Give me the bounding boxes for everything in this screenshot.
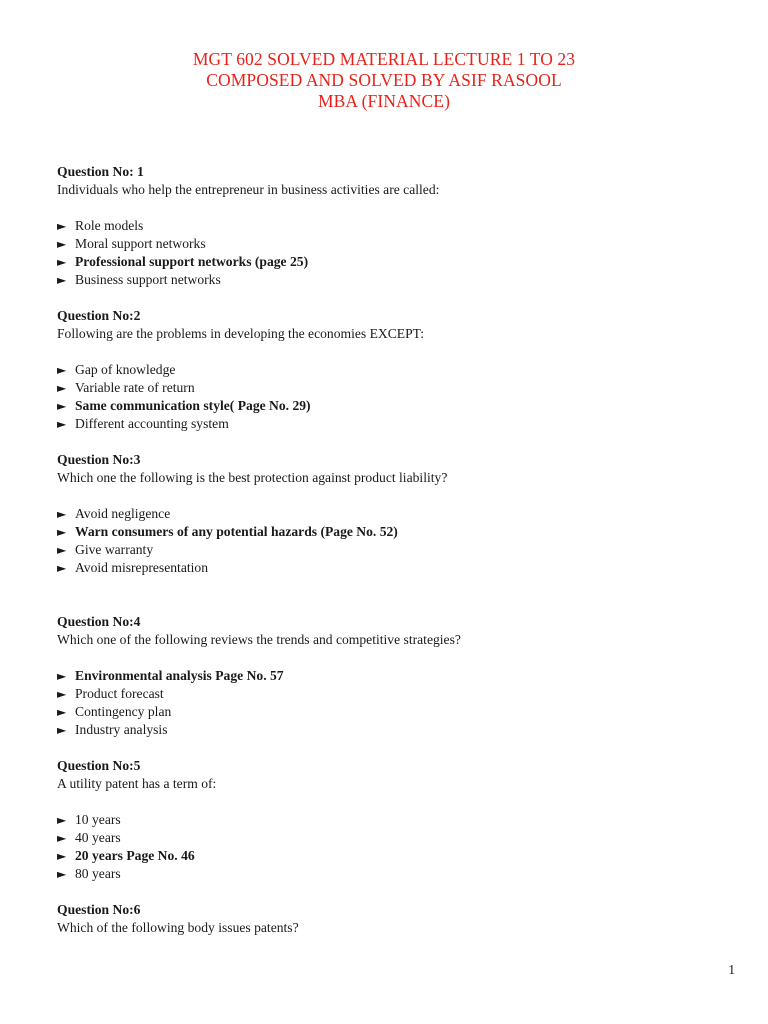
- header-author: COMPOSED AND SOLVED BY ASIF RASOOL: [206, 70, 562, 90]
- bullet-icon: ►: [57, 417, 67, 431]
- bullet-icon: ►: [57, 813, 67, 827]
- question-5: [57, 757, 717, 883]
- question-list: [57, 163, 717, 955]
- bullet-icon: ►: [57, 849, 67, 863]
- question-heading: Question No:2: [57, 308, 141, 323]
- option-label: Professional support networks (page 25): [75, 254, 309, 269]
- bullet-icon: ►: [57, 237, 67, 251]
- option-correct: [57, 253, 717, 271]
- bullet-icon: ►: [57, 687, 67, 701]
- bullet-icon: ►: [57, 255, 67, 269]
- option-list: [57, 361, 717, 433]
- option: [57, 685, 717, 703]
- question-text: Individuals who help the entrepreneur in business activities are called:: [57, 182, 440, 197]
- question-4: [57, 613, 717, 739]
- question-text: Following are the problems in developing the economies EXCEPT:: [57, 326, 425, 341]
- bullet-icon: ►: [57, 543, 67, 557]
- option: [57, 865, 717, 883]
- option-label: 20 years Page No. 46: [75, 848, 195, 863]
- question-1: [57, 163, 717, 289]
- option: [57, 415, 717, 433]
- option-label: Same communication style( Page No. 29): [75, 398, 311, 413]
- option-correct: [57, 847, 717, 865]
- option-list: [57, 667, 717, 739]
- option-list: [57, 811, 717, 883]
- option-label: 40 years: [75, 830, 121, 845]
- option: [57, 217, 717, 235]
- document-header: [0, 49, 768, 112]
- question-heading: Question No:4: [57, 614, 141, 629]
- bullet-icon: ►: [57, 507, 67, 521]
- option: [57, 271, 717, 289]
- header-degree: MBA (FINANCE): [317, 91, 451, 111]
- question-text: Which one the following is the best protection against product liability?: [57, 470, 448, 485]
- question-heading: Question No:5: [57, 758, 141, 773]
- option-list: [57, 217, 717, 289]
- question-text: A utility patent has a term of:: [57, 776, 217, 791]
- bullet-icon: ►: [57, 705, 67, 719]
- option-label: Give warranty: [75, 542, 154, 557]
- option-label: Avoid negligence: [75, 506, 171, 521]
- option-correct: [57, 397, 717, 415]
- header-title: MGT 602 SOLVED MATERIAL LECTURE 1 TO 23: [192, 49, 576, 69]
- page-number: 1: [728, 962, 735, 977]
- option-label: 80 years: [75, 866, 121, 881]
- option-label: Variable rate of return: [75, 380, 195, 395]
- option-label: 10 years: [75, 812, 121, 827]
- bullet-icon: ►: [57, 525, 67, 539]
- option-label: Different accounting system: [75, 416, 229, 431]
- question-heading: Question No:6: [57, 902, 141, 917]
- option: [57, 541, 717, 559]
- option-label: Business support networks: [75, 272, 221, 287]
- option: [57, 379, 717, 397]
- question-text: Which one of the following reviews the trends and competitive strategies?: [57, 632, 461, 647]
- option-label: Moral support networks: [75, 236, 206, 251]
- option: [57, 703, 717, 721]
- bullet-icon: ►: [57, 867, 67, 881]
- option: [57, 361, 717, 379]
- option-label: Contingency plan: [75, 704, 172, 719]
- option-label: Warn consumers of any potential hazards (Page No. 52): [75, 524, 398, 539]
- option-label: Environmental analysis Page No. 57: [75, 668, 284, 683]
- option: [57, 235, 717, 253]
- bullet-icon: ►: [57, 363, 67, 377]
- option: [57, 505, 717, 523]
- bullet-icon: ►: [57, 219, 67, 233]
- option-correct: [57, 523, 717, 541]
- question-heading: Question No:3: [57, 452, 141, 467]
- question-6: [57, 901, 717, 937]
- option-label: Avoid misrepresentation: [75, 560, 209, 575]
- option: [57, 721, 717, 739]
- question-heading: Question No: 1: [57, 164, 144, 179]
- option-label: Gap of knowledge: [75, 362, 176, 377]
- option-label: Product forecast: [75, 686, 164, 701]
- bullet-icon: ►: [57, 561, 67, 575]
- option: [57, 559, 717, 577]
- question-2: [57, 307, 717, 433]
- question-text: Which of the following body issues patents?: [57, 920, 299, 935]
- bullet-icon: ►: [57, 399, 67, 413]
- option-correct: [57, 667, 717, 685]
- bullet-icon: ►: [57, 273, 67, 287]
- option-label: Industry analysis: [75, 722, 168, 737]
- option: [57, 811, 717, 829]
- question-3: [57, 451, 717, 577]
- option: [57, 829, 717, 847]
- bullet-icon: ►: [57, 381, 67, 395]
- bullet-icon: ►: [57, 723, 67, 737]
- option-label: Role models: [75, 218, 144, 233]
- bullet-icon: ►: [57, 831, 67, 845]
- bullet-icon: ►: [57, 669, 67, 683]
- option-list: [57, 505, 717, 577]
